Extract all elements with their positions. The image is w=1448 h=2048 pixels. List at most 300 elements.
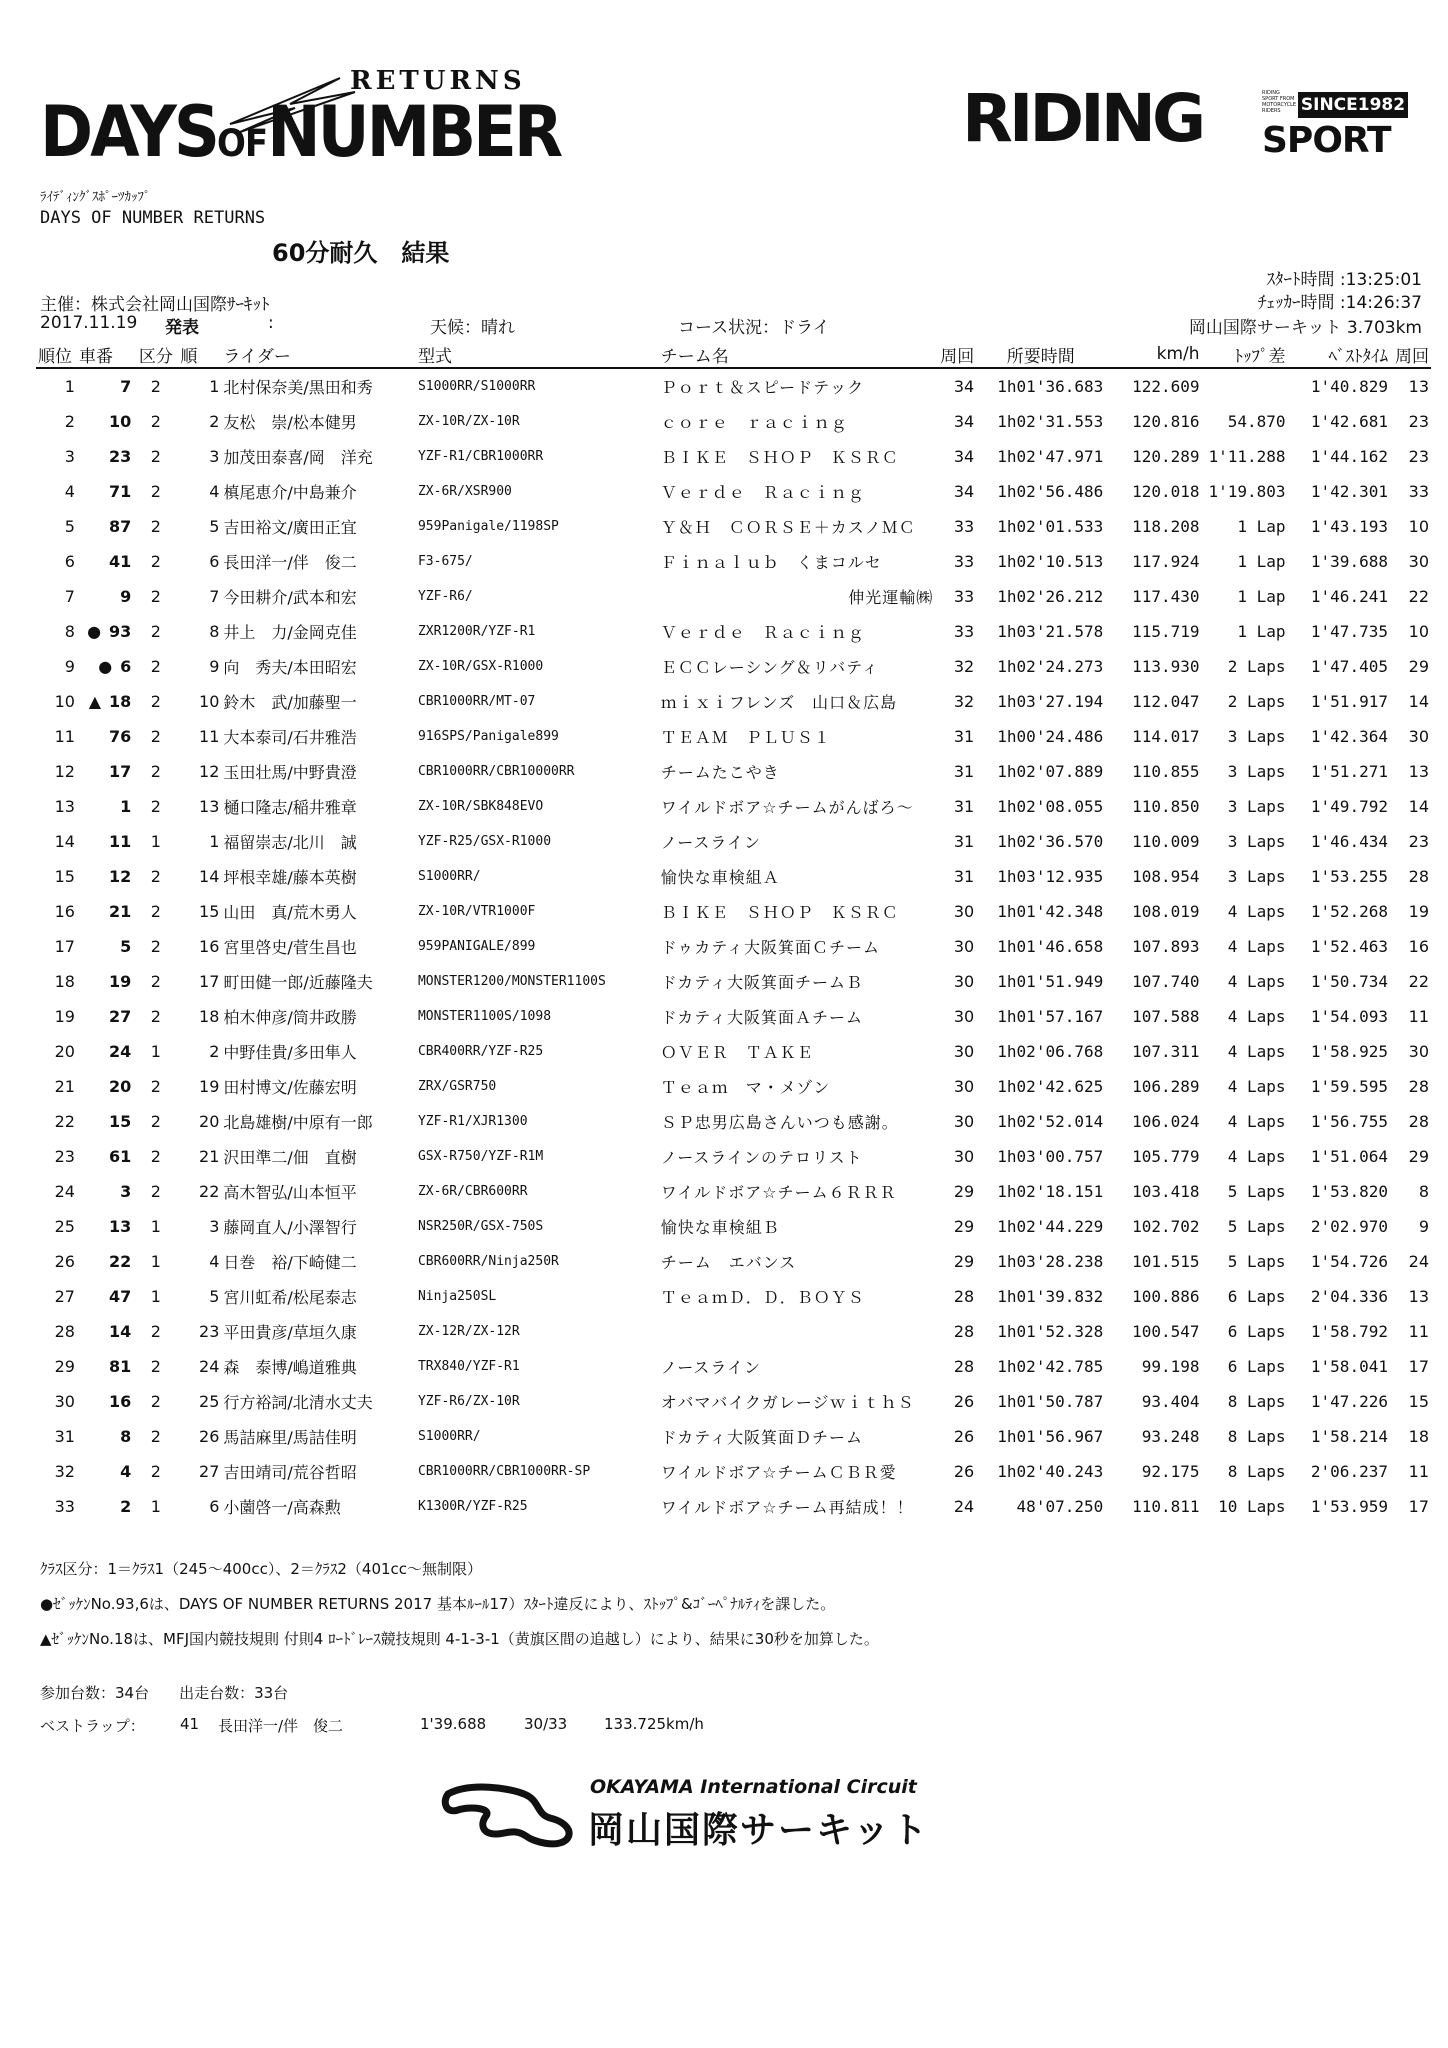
cell-position: 16 [54,902,75,921]
table-row [36,964,1431,999]
cell-class-position: 6 [209,552,220,571]
cell-team: ノースラインのテロリスト [660,1148,863,1167]
cell-gap: 6 Laps [1227,1287,1286,1306]
cell-car-number [77,649,133,684]
cup-name: ﾗｲﾃﾞｨﾝｸﾞｽﾎﾟｰﾂｶｯﾌﾟ [40,190,151,205]
cell-best-time: 1'53.820 [1310,1182,1388,1201]
cell-class: 2 [150,1462,161,1481]
car-number-value: 12 [109,867,132,886]
cell-total-time: 1h02'44.229 [997,1217,1104,1236]
cell-laps: 30 [953,1007,975,1026]
course-condition: コース状況：ドライ [678,318,830,338]
cell-speed: 110.855 [1132,762,1200,781]
cell-total-time: 48'07.250 [1016,1497,1104,1516]
cell-class-position: 21 [199,1147,220,1166]
triangle-marker: ▲ [88,692,102,711]
cell-class: 2 [150,1322,161,1341]
cell-position: 15 [54,867,75,886]
table-row [36,1279,1431,1314]
cell-total-time: 1h02'18.151 [997,1182,1104,1201]
cell-total-time: 1h02'47.971 [997,447,1104,466]
car-number-value: 22 [109,1252,132,1271]
cell-best-time: 1'56.755 [1310,1112,1388,1131]
cell-car-number [77,1349,133,1384]
cell-position: 29 [54,1357,75,1376]
cell-team: ワイルドボア☆チームがんばろ～ [660,798,914,817]
car-number-value: 23 [109,447,132,466]
cell-team: Ｔｅａｍ マ・メゾン [660,1078,831,1097]
cell-position: 25 [54,1217,75,1236]
cell-model: CBR400RR/YZF-R25 [417,1044,544,1059]
cell-laps: 31 [953,727,975,746]
cell-position: 14 [54,832,75,851]
table-row [36,1314,1431,1349]
cell-team: ワイルドボア☆チーム再結成！！ [660,1498,914,1517]
cell-class-position: 17 [199,972,220,991]
cell-rider: 中野佳貴/多田隼人 [223,1043,357,1062]
cell-class: 1 [150,1287,161,1306]
cell-best-time: 1'47.735 [1310,622,1388,641]
class-note: ｸﾗｽ区分：1＝ｸﾗｽ1（245～400cc）、2＝ｸﾗｽ2（401cc～無制限） [40,1560,483,1578]
car-number-value: 5 [120,937,132,956]
cell-total-time: 1h02'06.768 [997,1042,1104,1061]
cell-laps: 28 [953,1357,975,1376]
cell-gap: 2 Laps [1227,692,1286,711]
cell-class: 2 [150,447,161,466]
cell-total-time: 1h02'40.243 [997,1462,1104,1481]
cell-best-lap: 22 [1408,587,1429,606]
cell-speed: 100.886 [1132,1287,1200,1306]
cell-best-time: 1'42.364 [1310,727,1388,746]
cell-best-time: 1'58.041 [1310,1357,1388,1376]
car-number-value: 93 [109,622,132,641]
cell-best-lap: 19 [1408,902,1429,921]
cell-gap: 3 Laps [1227,867,1286,886]
cell-team [659,1314,936,1349]
cell-class-position: 7 [209,587,220,606]
cell-gap: 8 Laps [1227,1462,1286,1481]
car-number-value: 20 [109,1077,132,1096]
cell-rider: 藤岡直人/小澤智行 [223,1218,357,1237]
cell-class-position: 2 [209,1042,220,1061]
car-number-value: 61 [109,1147,132,1166]
cell-speed: 99.198 [1141,1357,1200,1376]
car-number-value: 27 [109,1007,132,1026]
cell-position: 10 [54,692,75,711]
cell-class-position: 24 [199,1357,220,1376]
cell-class: 2 [150,482,161,501]
cell-position: 9 [64,657,75,676]
cell-best-time: 1'46.434 [1310,832,1388,851]
cell-class-position: 3 [209,447,220,466]
cell-team: Ｖｅｒｄｅ Ｒａｃｉｎｇ [660,623,865,642]
table-row [36,754,1431,789]
cell-position: 32 [54,1462,75,1481]
table-row [36,649,1431,684]
cell-best-lap: 29 [1408,657,1429,676]
cell-gap: 3 Laps [1227,832,1286,851]
cell-best-time: 1'42.681 [1310,412,1388,431]
cell-class-position: 26 [199,1427,220,1446]
cell-best-time: 1'47.405 [1310,657,1388,676]
table-row [36,999,1431,1034]
cell-gap: 4 Laps [1227,1077,1286,1096]
cell-car-number [77,544,133,579]
table-row [36,1454,1431,1489]
cell-laps: 26 [953,1427,975,1446]
cell-best-time: 1'59.595 [1310,1077,1388,1096]
cell-position: 33 [54,1497,75,1516]
cell-car-number [77,474,133,509]
cell-model: CBR600RR/Ninja250R [417,1254,559,1269]
cell-total-time: 1h03'12.935 [997,867,1104,886]
cell-rider: 吉田裕文/廣田正宜 [223,518,357,537]
cell-position: 8 [64,622,75,641]
cell-total-time: 1h02'42.625 [997,1077,1104,1096]
cell-team: Ｐｏｒｔ＆スピードテック [660,378,865,397]
sponsor-riding: RIDING [962,80,1203,157]
cell-model: 959Panigale/1198SP [417,519,559,534]
cell-rider: 町田健一郎/近藤隆夫 [223,973,373,992]
time-penalty-note: ▲ｾﾞｯｹﾝNo.18は、MFJ国内競技規則 付則4 ﾛｰﾄﾞﾚｰｽ競技規則 4-1-3-1（黄旗区間の追越し）により、結果に30秒を加算した。 [40,1630,879,1648]
table-row [36,614,1431,649]
cell-model: YZF-R25/GSX-R1000 [417,834,552,849]
cell-car-number [77,1069,133,1104]
cell-rider: 井上 力/金岡克佳 [223,623,357,642]
cell-position: 18 [54,972,75,991]
cell-gap: 4 Laps [1227,937,1286,956]
cell-gap: 5 Laps [1227,1252,1286,1271]
cell-team: Ｆｉｎａｌｕｂ くまコルセ [660,553,882,572]
table-row [36,1104,1431,1139]
cell-car-number [77,1209,133,1244]
car-number-value: 6 [120,657,132,676]
cell-class: 1 [150,1217,161,1236]
cell-best-lap: 9 [1418,1217,1429,1236]
cell-team: ワイルドボア☆チームＣＢＲ愛 [660,1463,897,1482]
cell-best-time: 1'58.214 [1310,1427,1388,1446]
car-number-value: 18 [109,692,132,711]
cell-model: ZX-6R/CBR600RR [417,1184,528,1199]
cell-best-time: 1'54.726 [1310,1252,1388,1271]
cell-best-lap: 15 [1408,1392,1429,1411]
cell-best-lap: 28 [1408,1077,1429,1096]
checker-time: ﾁｪｯｶｰ時間 :14:26:37 [1258,293,1422,313]
cell-speed: 92.175 [1141,1462,1200,1481]
cell-car-number [77,789,133,824]
cell-class-position: 5 [209,1287,220,1306]
cell-best-time: 1'53.255 [1310,867,1388,886]
cell-position: 12 [54,762,75,781]
circuit-length: 岡山国際サーキット 3.703km [1188,318,1422,338]
cell-best-time: 1'40.829 [1310,377,1388,396]
car-number-value: 9 [120,587,132,606]
cell-total-time: 1h00'24.486 [997,727,1104,746]
cell-gap: 4 Laps [1227,1147,1286,1166]
cell-class: 2 [150,1007,161,1026]
cell-rider: 行方裕詞/北清水丈夫 [223,1393,373,1412]
col-position: 順位 [38,346,72,367]
cell-class-position: 8 [209,622,220,641]
cell-gap: 3 Laps [1227,797,1286,816]
cell-total-time: 1h03'00.757 [997,1147,1104,1166]
cell-rider: 樋口隆志/稲井雅章 [223,798,357,817]
cell-class: 2 [150,412,161,431]
cell-model: ZX-10R/ZX-10R [417,414,520,429]
cell-model: ZX-12R/ZX-12R [417,1324,520,1339]
cell-total-time: 1h02'52.014 [997,1112,1104,1131]
cell-class: 2 [150,937,161,956]
cell-total-time: 1h02'36.570 [997,832,1104,851]
cell-total-time: 1h01'57.167 [997,1007,1104,1026]
cell-team: 伸光運輸㈱ [848,588,934,607]
sponsor-since: SINCE1982 [1298,92,1408,118]
cell-gap: 1 Lap [1237,622,1286,641]
cell-speed: 117.924 [1132,552,1200,571]
cell-car-number [77,404,133,439]
cell-car-number [77,894,133,929]
cell-model: Ninja250SL [417,1289,497,1304]
cell-team: チームたこやき [660,763,780,782]
car-number-value: 13 [109,1217,132,1236]
cell-total-time: 1h01'46.658 [997,937,1104,956]
cell-best-lap: 30 [1408,727,1429,746]
cell-class: 2 [150,762,161,781]
cell-total-time: 1h02'01.533 [997,517,1104,536]
car-number-value: 41 [109,552,132,571]
cell-rider: 日巻 裕/下崎健二 [223,1253,357,1272]
table-row [36,1034,1431,1069]
car-number-value: 11 [109,832,132,851]
cell-class-position: 5 [209,517,220,536]
cell-class: 2 [150,1392,161,1411]
cell-total-time: 1h01'50.787 [997,1392,1104,1411]
cell-total-time: 1h02'56.486 [997,482,1104,501]
cell-position: 5 [64,517,75,536]
cell-speed: 118.208 [1132,517,1200,536]
cell-best-time: 1'49.792 [1310,797,1388,816]
table-row [36,1419,1431,1454]
car-number-value: 17 [109,762,132,781]
col-speed: km/h [1156,344,1200,364]
table-row [36,1384,1431,1419]
col-class-position: 順 [180,346,198,367]
cell-rider: 田村博文/佐藤宏明 [223,1078,357,1097]
cell-car-number [77,1104,133,1139]
cell-class-position: 18 [199,1007,220,1026]
cell-class-position: 2 [209,412,220,431]
cell-team: チーム エバンス [660,1253,797,1272]
cell-best-lap: 11 [1408,1462,1429,1481]
table-row [36,859,1431,894]
cell-best-lap: 23 [1408,447,1429,466]
cell-car-number [77,684,133,719]
car-number-value: 16 [109,1392,132,1411]
start-time: ｽﾀｰﾄ時間 :13:25:01 [1266,270,1422,290]
cell-gap: 2 Laps [1227,657,1286,676]
cell-best-time: 1'50.734 [1310,972,1388,991]
event-logo-wordmark: DAYSOFNUMBER [40,92,561,174]
cell-car-number [77,1034,133,1069]
cell-team: ドゥカティ大阪箕面Ｃチーム [660,938,881,957]
cell-car-number [77,509,133,544]
cell-best-lap: 13 [1408,762,1429,781]
cell-model: MONSTER1100S/1098 [417,1009,552,1024]
cell-rider: 沢田準二/佃 直樹 [223,1148,357,1167]
cell-best-time: 1'44.162 [1310,447,1388,466]
cell-team: ドカティ大阪箕面Ａチーム [660,1008,863,1027]
cell-rider: 山田 真/荒木勇人 [223,903,357,922]
cell-speed: 93.248 [1141,1427,1200,1446]
cell-best-lap: 17 [1408,1497,1429,1516]
cell-position: 22 [54,1112,75,1131]
results-header-row [36,341,1431,368]
cell-class-position: 16 [199,937,220,956]
table-row [36,1244,1431,1279]
cell-laps: 31 [953,832,975,851]
cell-team: ノースライン [660,833,761,852]
cell-model: 959PANIGALE/899 [417,939,536,954]
cell-best-lap: 11 [1408,1007,1429,1026]
cell-car-number [77,859,133,894]
cell-team: ドカティ大阪箕面Ｄチーム [660,1428,863,1447]
cell-speed: 106.289 [1132,1077,1200,1096]
cell-gap: 10 Laps [1218,1497,1286,1516]
cell-best-time: 1'39.688 [1310,552,1388,571]
cell-model: ZRX/GSR750 [417,1079,497,1094]
cell-gap: 3 Laps [1227,762,1286,781]
cell-car-number [77,579,133,614]
cell-class: 2 [150,1182,161,1201]
cell-class-position: 10 [199,692,220,711]
cell-team: ＳＰ忠男広島さんいつも感謝。 [660,1113,899,1132]
cell-model: GSX-R750/YZF-R1M [417,1149,544,1164]
cell-speed: 107.311 [1132,1042,1200,1061]
weather: 天候：晴れ [430,318,515,338]
cell-rider: 福留崇志/北川 誠 [223,833,357,852]
cell-best-time: 1'54.093 [1310,1007,1388,1026]
table-row [36,1069,1431,1104]
cell-laps: 31 [953,797,975,816]
cell-car-number [77,1139,133,1174]
event-name: DAYS OF NUMBER RETURNS [40,208,266,228]
cell-rider: 鈴木 武/加藤聖一 [223,693,357,712]
car-number-value: 24 [109,1042,132,1061]
cell-model: NSR250R/GSX-750S [417,1219,544,1234]
col-total-time: 所要時間 [1006,346,1075,367]
cell-gap: 5 Laps [1227,1217,1286,1236]
cell-gap: 4 Laps [1227,972,1286,991]
cell-model: ZX-10R/VTR1000F [417,904,536,919]
cell-speed: 120.289 [1132,447,1200,466]
cell-speed: 107.588 [1132,1007,1200,1026]
cell-gap: 1 Lap [1237,517,1286,536]
cell-best-time: 2'06.237 [1310,1462,1388,1481]
cell-best-time: 2'02.970 [1310,1217,1388,1236]
cell-laps: 30 [953,1112,975,1131]
cell-total-time: 1h02'42.785 [997,1357,1104,1376]
cell-best-lap: 10 [1408,517,1429,536]
cell-class: 2 [150,797,161,816]
cell-speed: 120.018 [1132,482,1200,501]
cell-total-time: 1h01'39.832 [997,1287,1104,1306]
cell-gap: 6 Laps [1227,1357,1286,1376]
cell-speed: 108.954 [1132,867,1200,886]
cell-class-position: 23 [199,1322,220,1341]
cell-model: K1300R/YZF-R25 [417,1499,528,1514]
cell-class-position: 12 [199,762,220,781]
col-class: 区分 [138,346,173,367]
cell-speed: 107.740 [1132,972,1200,991]
cell-rider: 今田耕介/武本和宏 [223,588,357,607]
cell-position: 27 [54,1287,75,1306]
cell-laps: 28 [953,1322,975,1341]
car-number-value: 76 [109,727,132,746]
cell-laps: 34 [953,412,975,431]
cell-speed: 108.019 [1132,902,1200,921]
cell-laps: 32 [953,657,975,676]
cell-model: YZF-R6/ZX-10R [417,1394,520,1409]
best-lap-label: ベストラップ： [40,1717,145,1735]
car-number-value: 10 [109,412,132,431]
cell-laps: 34 [953,482,975,501]
cell-rider: 馬詰麻里/馬詰佳明 [223,1428,357,1447]
cell-rider: 玉田壮馬/中野貴澄 [223,763,357,782]
cell-total-time: 1h02'26.212 [997,587,1104,606]
cell-model: CBR1000RR/CBR10000RR [417,764,575,779]
cell-best-lap: 33 [1408,482,1429,501]
cell-best-time: 1'58.925 [1310,1042,1388,1061]
penalty-marker: ● [87,622,102,641]
cell-best-lap: 17 [1408,1357,1429,1376]
cell-car-number [77,824,133,859]
cell-model: CBR1000RR/MT-07 [417,694,536,709]
cell-position: 20 [54,1042,75,1061]
cell-best-time: 1'51.271 [1310,762,1388,781]
cell-speed: 110.850 [1132,797,1200,816]
cell-gap: 4 Laps [1227,902,1286,921]
cell-total-time: 1h03'27.194 [997,692,1104,711]
cell-laps: 24 [953,1497,975,1516]
cell-best-lap: 13 [1408,1287,1429,1306]
cell-speed: 103.418 [1132,1182,1200,1201]
table-row [36,684,1431,719]
cell-position: 24 [54,1182,75,1201]
cell-class: 2 [150,657,161,676]
cell-rider: 小薗啓一/高森勲 [223,1498,341,1517]
cell-gap: 4 Laps [1227,1042,1286,1061]
cell-class: 2 [150,587,161,606]
cell-gap [1202,368,1288,404]
car-number-value: 19 [109,972,132,991]
cell-class: 2 [150,622,161,641]
cell-position: 28 [54,1322,75,1341]
cell-gap: 6 Laps [1227,1322,1286,1341]
cell-model: S1000RR/ [417,869,481,884]
cell-best-time: 1'58.792 [1310,1322,1388,1341]
cell-best-lap: 24 [1408,1252,1429,1271]
cell-class-position: 11 [199,727,220,746]
cell-gap: 1 Lap [1237,552,1286,571]
cell-class: 2 [150,1077,161,1096]
cell-team: 愉快な車検組Ｂ [660,1218,780,1237]
cell-team: ｍｉｘｉフレンズ 山口＆広島 [660,693,898,712]
cell-team: Ｖｅｒｄｅ Ｒａｃｉｎｇ [660,483,865,502]
cell-class: 2 [150,727,161,746]
cell-best-time: 1'51.917 [1310,692,1388,711]
cell-class: 2 [150,867,161,886]
col-model: 型式 [417,346,452,367]
